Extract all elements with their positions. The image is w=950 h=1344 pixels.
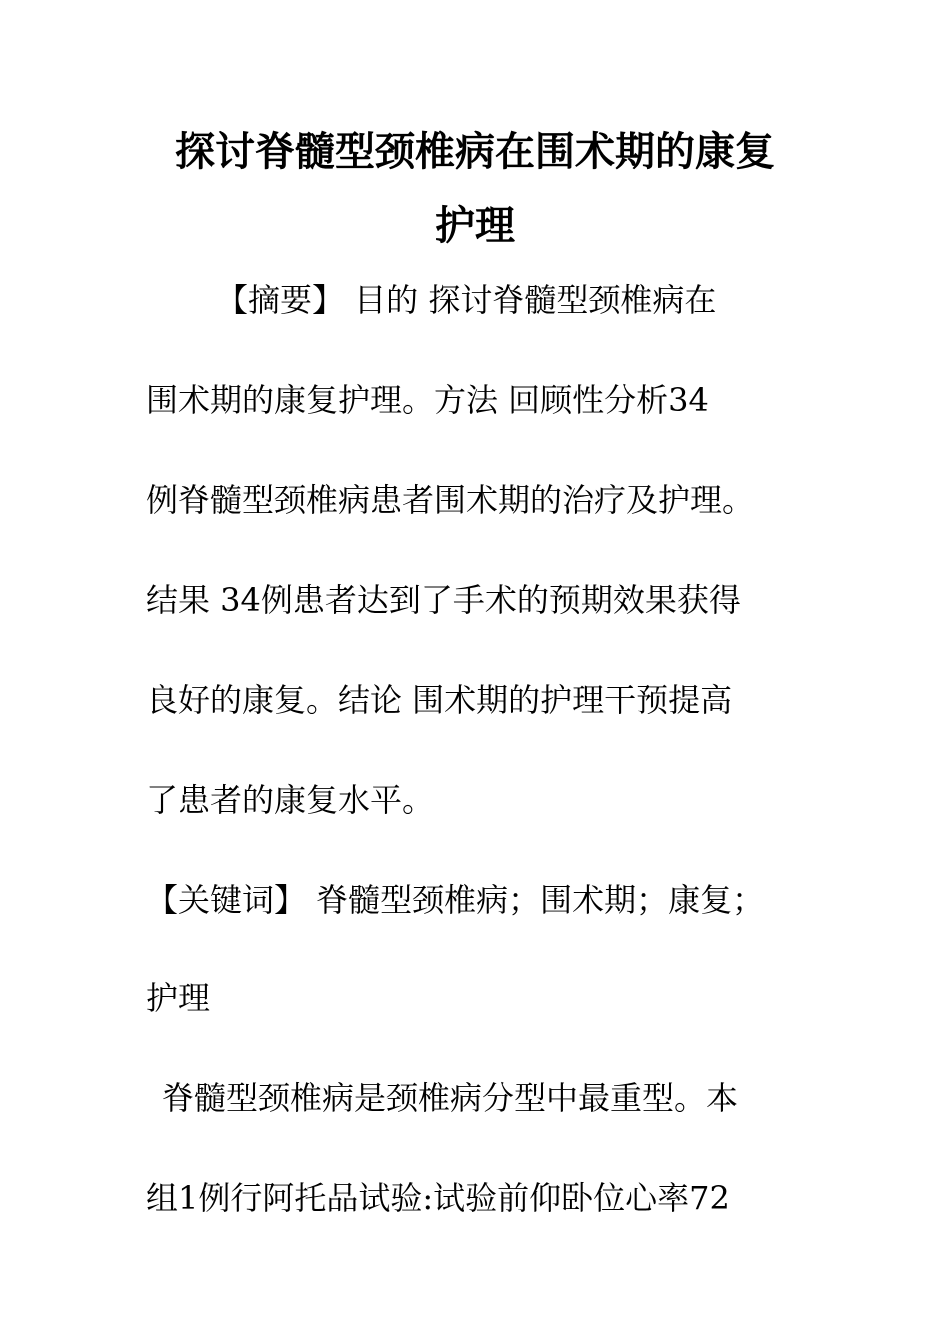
document-title-line-1: 探讨脊髓型颈椎病在围术期的康复	[175, 128, 775, 175]
abstract-line-1: 【摘要】 目的 探讨脊髓型颈椎病在	[216, 281, 717, 319]
body-line-1: 脊髓型颈椎病是颈椎病分型中最重型。本	[162, 1079, 739, 1117]
abstract-line-5: 良好的康复。结论 围术期的护理干预提高	[146, 681, 733, 719]
abstract-line-3: 例脊髓型颈椎病患者围术期的治疗及护理。	[146, 481, 755, 519]
body-line-2: 组1例行阿托品试验:试验前仰卧位心率72	[146, 1179, 730, 1217]
abstract-line-4: 结果 34例患者达到了手术的预期效果获得	[146, 581, 741, 619]
document-title-line-2: 护理	[435, 202, 515, 249]
keywords-line-1: 【关键词】 脊髓型颈椎病；围术期；康复；	[146, 881, 765, 919]
keywords-line-2: 护理	[146, 979, 211, 1017]
abstract-line-6: 了患者的康复水平。	[146, 781, 435, 819]
abstract-line-2: 围术期的康复护理。方法 回顾性分析34	[146, 381, 709, 419]
